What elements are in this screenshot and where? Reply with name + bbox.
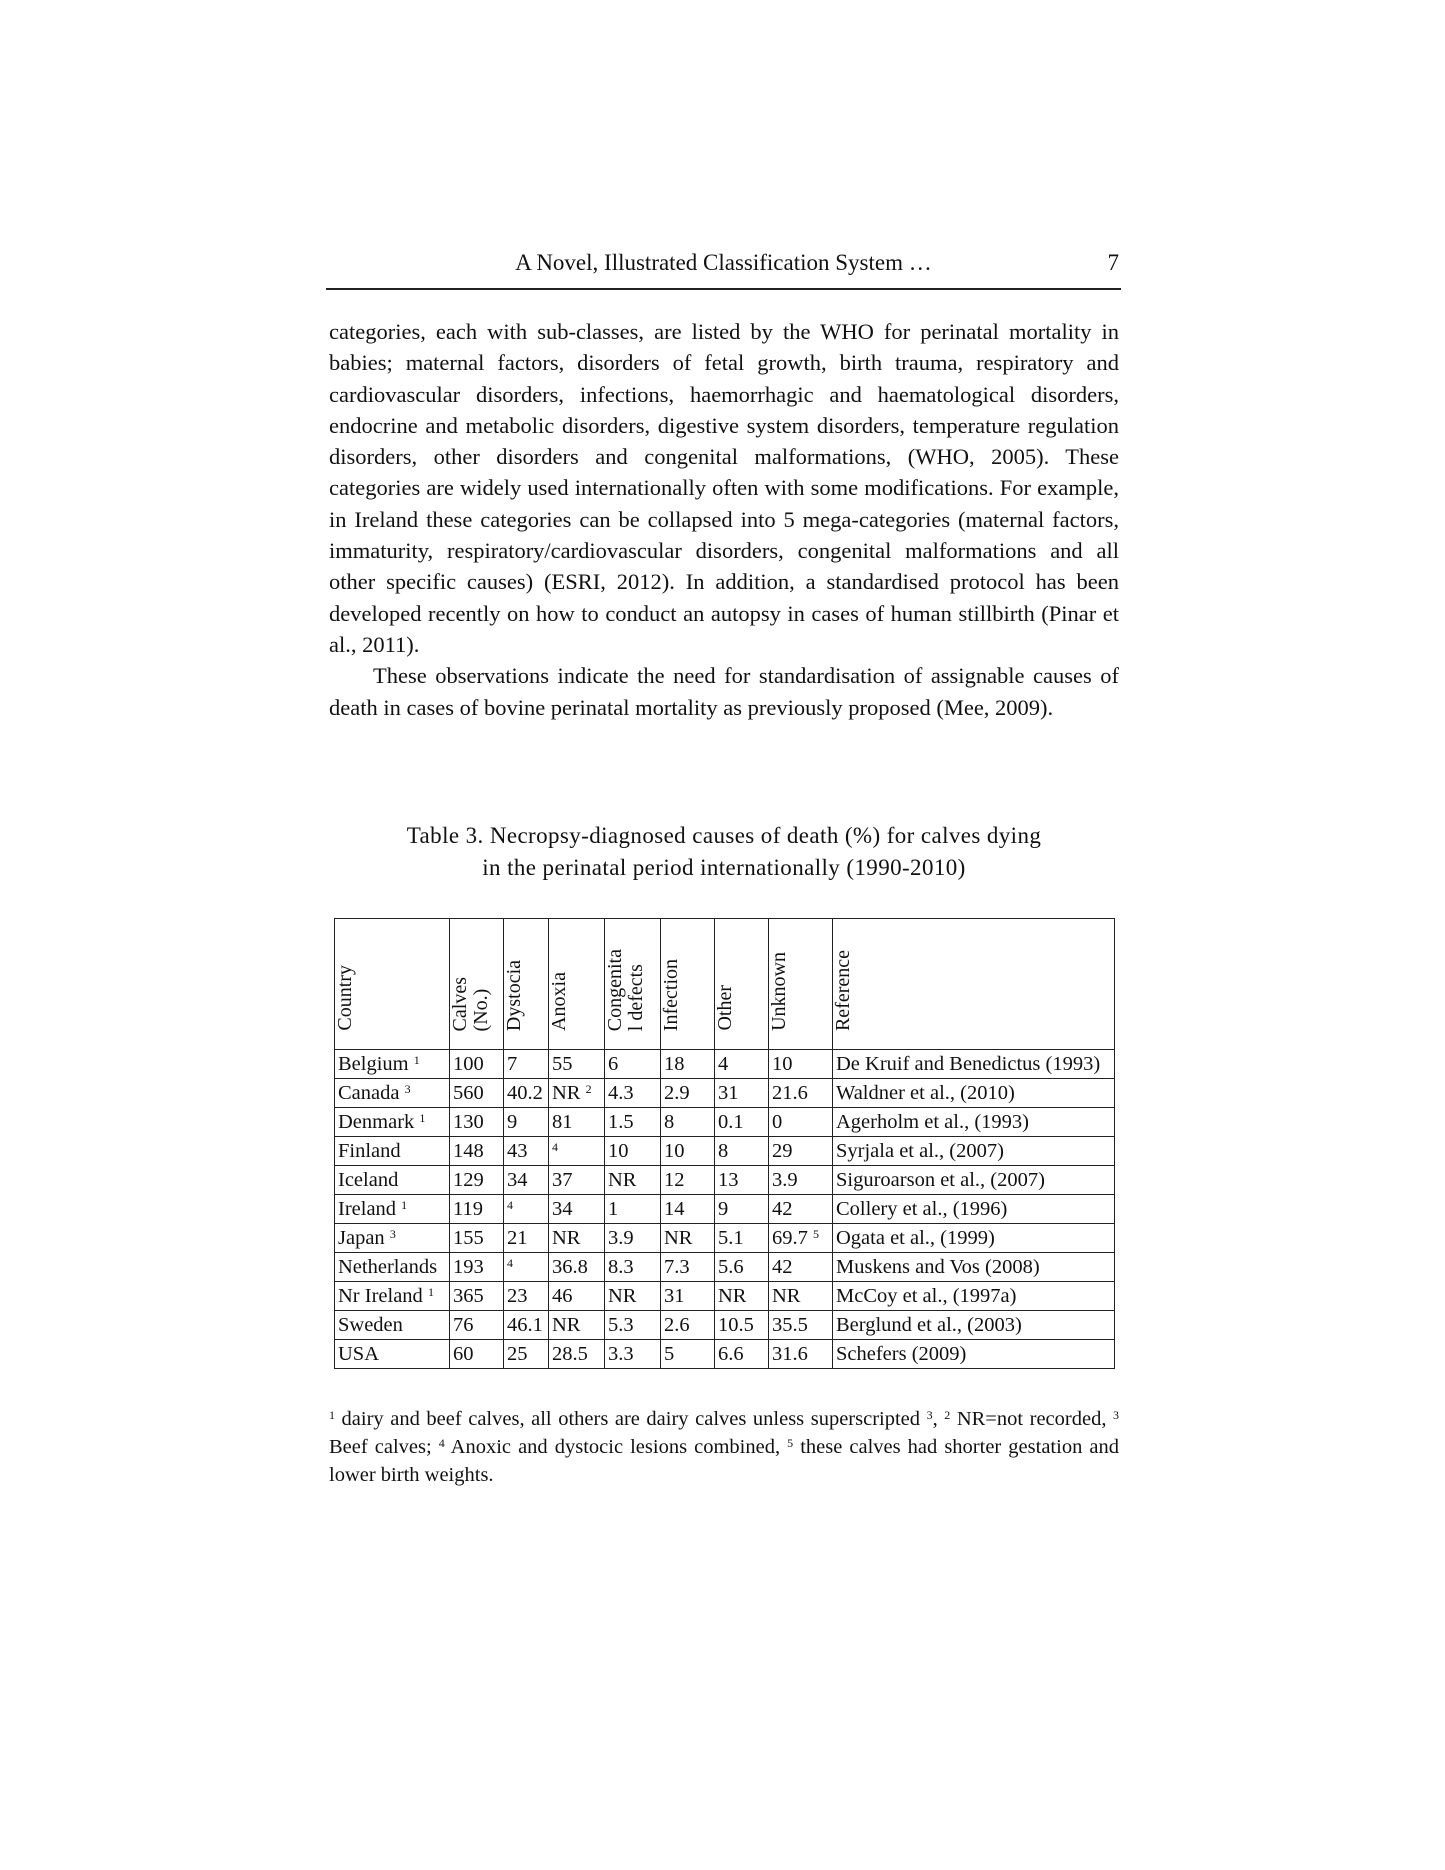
cell-infection: 12 <box>661 1166 715 1195</box>
cell-anoxia: 55 <box>549 1050 605 1079</box>
cell-reference: Siguroarson et al., (2007) <box>833 1166 1115 1195</box>
footnote-text: , <box>932 1408 945 1430</box>
running-title: A Novel, Illustrated Classification System … <box>515 250 932 275</box>
cell-calves: 365 <box>450 1282 504 1311</box>
footnote-marker: 4 <box>438 1436 445 1450</box>
cell-country: Denmark $^1$ <box>335 1108 450 1137</box>
cell-infection: NR <box>661 1224 715 1253</box>
cell-country: Sweden <box>335 1311 450 1340</box>
footnote-marker: 2 <box>944 1408 951 1422</box>
cell-anoxia: NR <box>549 1224 605 1253</box>
cell-reference: Collery et al., (1996) <box>833 1195 1115 1224</box>
cell-reference: Ogata et al., (1999) <box>833 1224 1115 1253</box>
cell-infection: 10 <box>661 1137 715 1166</box>
footnote-text: Anoxic and dystocic lesions combined, <box>444 1436 788 1458</box>
cell-unknown: NR <box>769 1282 833 1311</box>
cell-anoxia: NR <box>549 1311 605 1340</box>
cell-congenital: 5.3 <box>605 1311 661 1340</box>
caption-line: in the perinatal period internationally (1990-2010) <box>482 855 966 880</box>
cell-congenital: 3.3 <box>605 1340 661 1369</box>
footnote-marker: 5 <box>787 1436 794 1450</box>
cell-unknown: 69.7 $^5$ <box>769 1224 833 1253</box>
cell-calves: 100 <box>450 1050 504 1079</box>
table-footnote <box>329 1405 1119 1489</box>
col-header-dystocia: Dystocia <box>504 919 549 1050</box>
cell-country: Japan $^3$ <box>335 1224 450 1253</box>
superscript-marker: 1 <box>419 1111 426 1125</box>
col-header-infection: Infection <box>661 919 715 1050</box>
cell-other: 9 <box>715 1195 769 1224</box>
cell-calves: 130 <box>450 1108 504 1137</box>
cell-infection: 2.6 <box>661 1311 715 1340</box>
cell-congenital: 10 <box>605 1137 661 1166</box>
cell-reference: Schefers (2009) <box>833 1340 1115 1369</box>
cell-dystocia: 9 <box>504 1108 549 1137</box>
cell-anoxia: 37 <box>549 1166 605 1195</box>
cell-reference: Waldner et al., (2010) <box>833 1079 1115 1108</box>
cell-unknown: 3.9 <box>769 1166 833 1195</box>
cell-unknown: 29 <box>769 1137 833 1166</box>
cell-reference: Muskens and Vos (2008) <box>833 1253 1115 1282</box>
cell-dystocia: 23 <box>504 1282 549 1311</box>
cell-reference: Syrjala et al., (2007) <box>833 1137 1115 1166</box>
body-text <box>329 316 1119 723</box>
cell-reference: McCoy et al., (1997a) <box>833 1282 1115 1311</box>
cell-calves: 60 <box>450 1340 504 1369</box>
footnote-text: Beef calves; <box>329 1436 439 1458</box>
cell-dystocia: 7 <box>504 1050 549 1079</box>
cell-dystocia <box>504 1253 549 1282</box>
cell-unknown: 10 <box>769 1050 833 1079</box>
cell-anoxia: 34 <box>549 1195 605 1224</box>
cell-anoxia: 81 <box>549 1108 605 1137</box>
cell-anoxia: 28.5 <box>549 1340 605 1369</box>
cell-other: 4 <box>715 1050 769 1079</box>
superscript-marker: 5 <box>813 1227 819 1241</box>
cell-infection: 18 <box>661 1050 715 1079</box>
cell-other: 10.5 <box>715 1311 769 1340</box>
cell-congenital: NR <box>605 1166 661 1195</box>
cell-infection: 8 <box>661 1108 715 1137</box>
cell-unknown: 31.6 <box>769 1340 833 1369</box>
cell-unknown: 0 <box>769 1108 833 1137</box>
superscript-marker: 1 <box>401 1198 408 1212</box>
cell-calves: 76 <box>450 1311 504 1340</box>
superscript-marker: 1 <box>413 1053 420 1067</box>
table-body <box>335 1050 1115 1369</box>
cell-calves: 148 <box>450 1137 504 1166</box>
superscript-marker: 4 <box>507 1256 513 1270</box>
cell-country: Netherlands <box>335 1253 450 1282</box>
header-row <box>335 919 1115 1050</box>
cell-calves: 129 <box>450 1166 504 1195</box>
superscript-marker: 1 <box>427 1285 434 1299</box>
table-row <box>335 1108 1115 1137</box>
col-header-anoxia: Anoxia <box>549 919 605 1050</box>
cell-congenital: NR <box>605 1282 661 1311</box>
table-row <box>335 1137 1115 1166</box>
cell-reference: De Kruif and Benedictus (1993) <box>833 1050 1115 1079</box>
cell-country: USA <box>335 1340 450 1369</box>
cell-congenital: 1.5 <box>605 1108 661 1137</box>
cell-congenital: 6 <box>605 1050 661 1079</box>
cell-dystocia <box>504 1195 549 1224</box>
col-header-congenital: Congenita l defects <box>605 919 661 1050</box>
cell-congenital: 8.3 <box>605 1253 661 1282</box>
cell-country: Belgium $^1$ <box>335 1050 450 1079</box>
cell-other: 6.6 <box>715 1340 769 1369</box>
table-row <box>335 1050 1115 1079</box>
cell-country: Canada $^3$ <box>335 1079 450 1108</box>
col-header-country: Country <box>335 919 450 1050</box>
cell-other: 31 <box>715 1079 769 1108</box>
cell-other: 5.6 <box>715 1253 769 1282</box>
cell-infection: 2.9 <box>661 1079 715 1108</box>
cell-dystocia: 46.1 <box>504 1311 549 1340</box>
cell-congenital: 3.9 <box>605 1224 661 1253</box>
footnote-text: dairy and beef calves, all others are dairy calves unless superscripted <box>335 1408 927 1430</box>
page-number: 7 <box>1107 250 1119 275</box>
cell-country: Nr Ireland $^1$ <box>335 1282 450 1311</box>
table-row <box>335 1195 1115 1224</box>
superscript-marker: 2 <box>585 1082 592 1096</box>
superscript-marker: 3 <box>389 1227 396 1241</box>
cell-congenital: 1 <box>605 1195 661 1224</box>
cell-calves: 119 <box>450 1195 504 1224</box>
cell-calves: 193 <box>450 1253 504 1282</box>
cell-dystocia: 40.2 <box>504 1079 549 1108</box>
superscript-marker: 4 <box>507 1198 513 1212</box>
cell-infection: 7.3 <box>661 1253 715 1282</box>
cell-country: Finland <box>335 1137 450 1166</box>
table-row <box>335 1311 1115 1340</box>
table-caption <box>329 820 1119 884</box>
paragraph: These observations indicate the need for standardisation of assignable causes of death in cases of bovine perinatal mortality as previously proposed (Mee, 2009). <box>329 663 1119 720</box>
cell-dystocia: 21 <box>504 1224 549 1253</box>
cell-infection: 31 <box>661 1282 715 1311</box>
col-header-calves: Calves (No.) <box>450 919 504 1050</box>
cell-infection: 14 <box>661 1195 715 1224</box>
footnote-marker: 3 <box>1113 1408 1120 1422</box>
cell-unknown: 35.5 <box>769 1311 833 1340</box>
cell-dystocia: 34 <box>504 1166 549 1195</box>
cell-calves: 155 <box>450 1224 504 1253</box>
footnote-text: NR=not recorded, <box>950 1408 1114 1430</box>
footnote-marker: 3 <box>926 1408 933 1422</box>
col-header-unknown: Unknown <box>769 919 833 1050</box>
table-row <box>335 1253 1115 1282</box>
cell-unknown: 21.6 <box>769 1079 833 1108</box>
paragraph: categories, each with sub-classes, are listed by the WHO for perinatal mortality in babies; maternal factors, disorders of fetal growth, birth trauma, respiratory and cardiovascular disorders, infections, haemorrhagic and haematological disorders, endocrine and metabolic disorders, digestive system disorders, temperature regulation disorders, other disorders and congenital malformations, (WHO, 2005). These categories are widely used internationally often with some modifications. For example, in Ireland these categories can be collapsed into 5 mega-categories (maternal factors, immaturity, respiratory/cardiovascular disorders, congenital malformations and all other specific causes) (ESRI, 2012). In addition, a standardised protocol has been developed recently on how to conduct an autopsy in cases of human stillbirth (Pinar et al., 2011). <box>329 319 1119 657</box>
cell-anoxia: 36.8 <box>549 1253 605 1282</box>
running-header <box>326 248 1121 290</box>
cell-infection: 5 <box>661 1340 715 1369</box>
cell-country: Iceland <box>335 1166 450 1195</box>
cell-congenital: 4.3 <box>605 1079 661 1108</box>
cell-dystocia: 25 <box>504 1340 549 1369</box>
cell-anoxia <box>549 1137 605 1166</box>
cell-anoxia: 46 <box>549 1282 605 1311</box>
table-row <box>335 1224 1115 1253</box>
cell-country: Ireland $^1$ <box>335 1195 450 1224</box>
footnote-text: these calves had shorter gestation and lower birth weights. <box>329 1436 1119 1486</box>
causes-of-death-table <box>334 918 1115 1369</box>
superscript-marker: 4 <box>552 1140 558 1154</box>
cell-unknown: 42 <box>769 1195 833 1224</box>
table-row <box>335 1282 1115 1311</box>
cell-other: 8 <box>715 1137 769 1166</box>
superscript-marker: 3 <box>404 1082 411 1096</box>
cell-calves: 560 <box>450 1079 504 1108</box>
cell-unknown: 42 <box>769 1253 833 1282</box>
col-header-reference: Reference <box>833 919 1115 1050</box>
footnote-marker: 1 <box>329 1408 335 1422</box>
table-row <box>335 1340 1115 1369</box>
cell-reference: Agerholm et al., (1993) <box>833 1108 1115 1137</box>
caption-line: Table 3. Necropsy-diagnosed causes of death (%) for calves dying <box>406 823 1042 848</box>
col-header-other: Other <box>715 919 769 1050</box>
cell-reference: Berglund et al., (2003) <box>833 1311 1115 1340</box>
table-row <box>335 1079 1115 1108</box>
cell-dystocia: 43 <box>504 1137 549 1166</box>
cell-other: 13 <box>715 1166 769 1195</box>
cell-other: 0.1 <box>715 1108 769 1137</box>
table-row <box>335 1166 1115 1195</box>
cell-other: NR <box>715 1282 769 1311</box>
cell-other: 5.1 <box>715 1224 769 1253</box>
cell-anoxia: NR $^2$ <box>549 1079 605 1108</box>
